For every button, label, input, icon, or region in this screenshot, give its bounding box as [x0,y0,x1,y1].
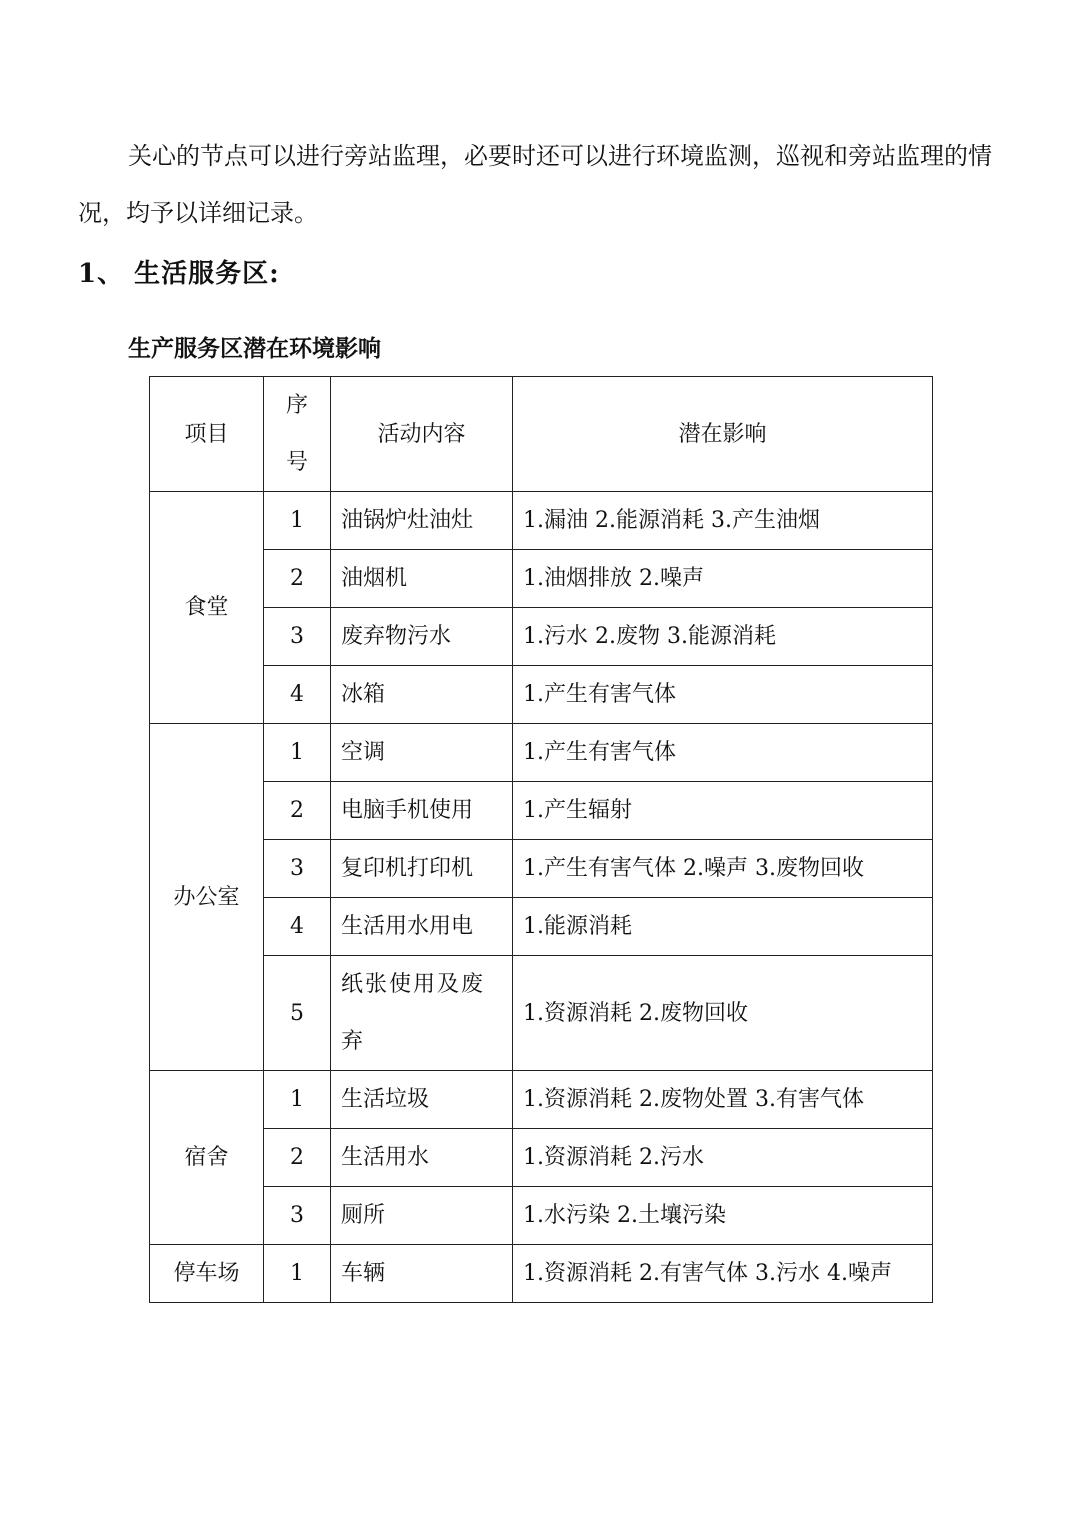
table-row [150,956,933,1071]
table-row [150,1129,933,1187]
activity-cell: 空调 [331,724,513,782]
activity-cell: 油锅炉灶油灶 [331,492,513,550]
table-row [150,1071,933,1129]
seq-cell: 1 [264,1071,331,1129]
category-cell: 办公室 [150,724,264,1071]
seq-cell: 3 [264,608,331,666]
seq-cell: 1 [264,724,331,782]
activity-cell: 厕所 [331,1187,513,1245]
impact-cell: 1.油烟排放 2.噪声 [513,550,933,608]
activity-cell: 生活用水用电 [331,898,513,956]
activity-cell: 纸张使用及废弃 [331,956,513,1071]
seq-cell: 2 [264,1129,331,1187]
header-seq: 序号 [264,377,331,492]
seq-cell: 4 [264,666,331,724]
seq-cell: 4 [264,898,331,956]
activity-cell: 复印机打印机 [331,840,513,898]
section-heading: 1、 生活服务区: [78,259,280,289]
impact-cell: 1.产生有害气体 [513,724,933,782]
table-row [150,782,933,840]
category-cell: 宿舍 [150,1071,264,1245]
impact-cell: 1.产生有害气体 [513,666,933,724]
activity-cell: 废弃物污水 [331,608,513,666]
seq-cell: 1 [264,1245,331,1303]
seq-cell: 3 [264,840,331,898]
seq-cell: 3 [264,1187,331,1245]
header-impact: 潜在影响 [513,377,933,492]
seq-cell: 1 [264,492,331,550]
seq-cell: 2 [264,782,331,840]
activity-cell: 生活垃圾 [331,1071,513,1129]
table-row [150,898,933,956]
header-activity: 活动内容 [331,377,513,492]
table-row [150,550,933,608]
table-row [150,724,933,782]
table-row [150,492,933,550]
impact-cell: 1.能源消耗 [513,898,933,956]
activity-cell: 电脑手机使用 [331,782,513,840]
impact-cell: 1.资源消耗 2.有害气体 3.污水 4.噪声 [513,1245,933,1303]
table-title: 生产服务区潜在环境影响 [128,335,381,362]
seq-cell: 2 [264,550,331,608]
impact-cell: 1.水污染 2.土壤污染 [513,1187,933,1245]
table-row [150,1245,933,1303]
table-header-row [150,377,933,492]
impact-cell: 1.资源消耗 2.污水 [513,1129,933,1187]
table-row [150,666,933,724]
intro-paragraph [78,128,1008,242]
category-cell: 停车场 [150,1245,264,1303]
impact-cell: 1.资源消耗 2.废物处置 3.有害气体 [513,1071,933,1129]
intro-text: 关心的节点可以进行旁站监理，必要时还可以进行环境监测，巡视和旁站监理的情况，均予以详细记录。 [78,142,992,227]
table-row [150,1187,933,1245]
impact-cell: 1.资源消耗 2.废物回收 [513,956,933,1071]
category-cell: 食堂 [150,492,264,724]
table-row [150,608,933,666]
activity-cell: 冰箱 [331,666,513,724]
activity-cell: 油烟机 [331,550,513,608]
table-row [150,840,933,898]
impact-cell: 1.产生辐射 [513,782,933,840]
header-category: 项目 [150,377,264,492]
impact-cell: 1.污水 2.废物 3.能源消耗 [513,608,933,666]
impact-table [149,376,933,1303]
activity-cell: 生活用水 [331,1129,513,1187]
seq-cell: 5 [264,956,331,1071]
activity-cell: 车辆 [331,1245,513,1303]
impact-cell: 1.漏油 2.能源消耗 3.产生油烟 [513,492,933,550]
impact-cell: 1.产生有害气体 2.噪声 3.废物回收 [513,840,933,898]
